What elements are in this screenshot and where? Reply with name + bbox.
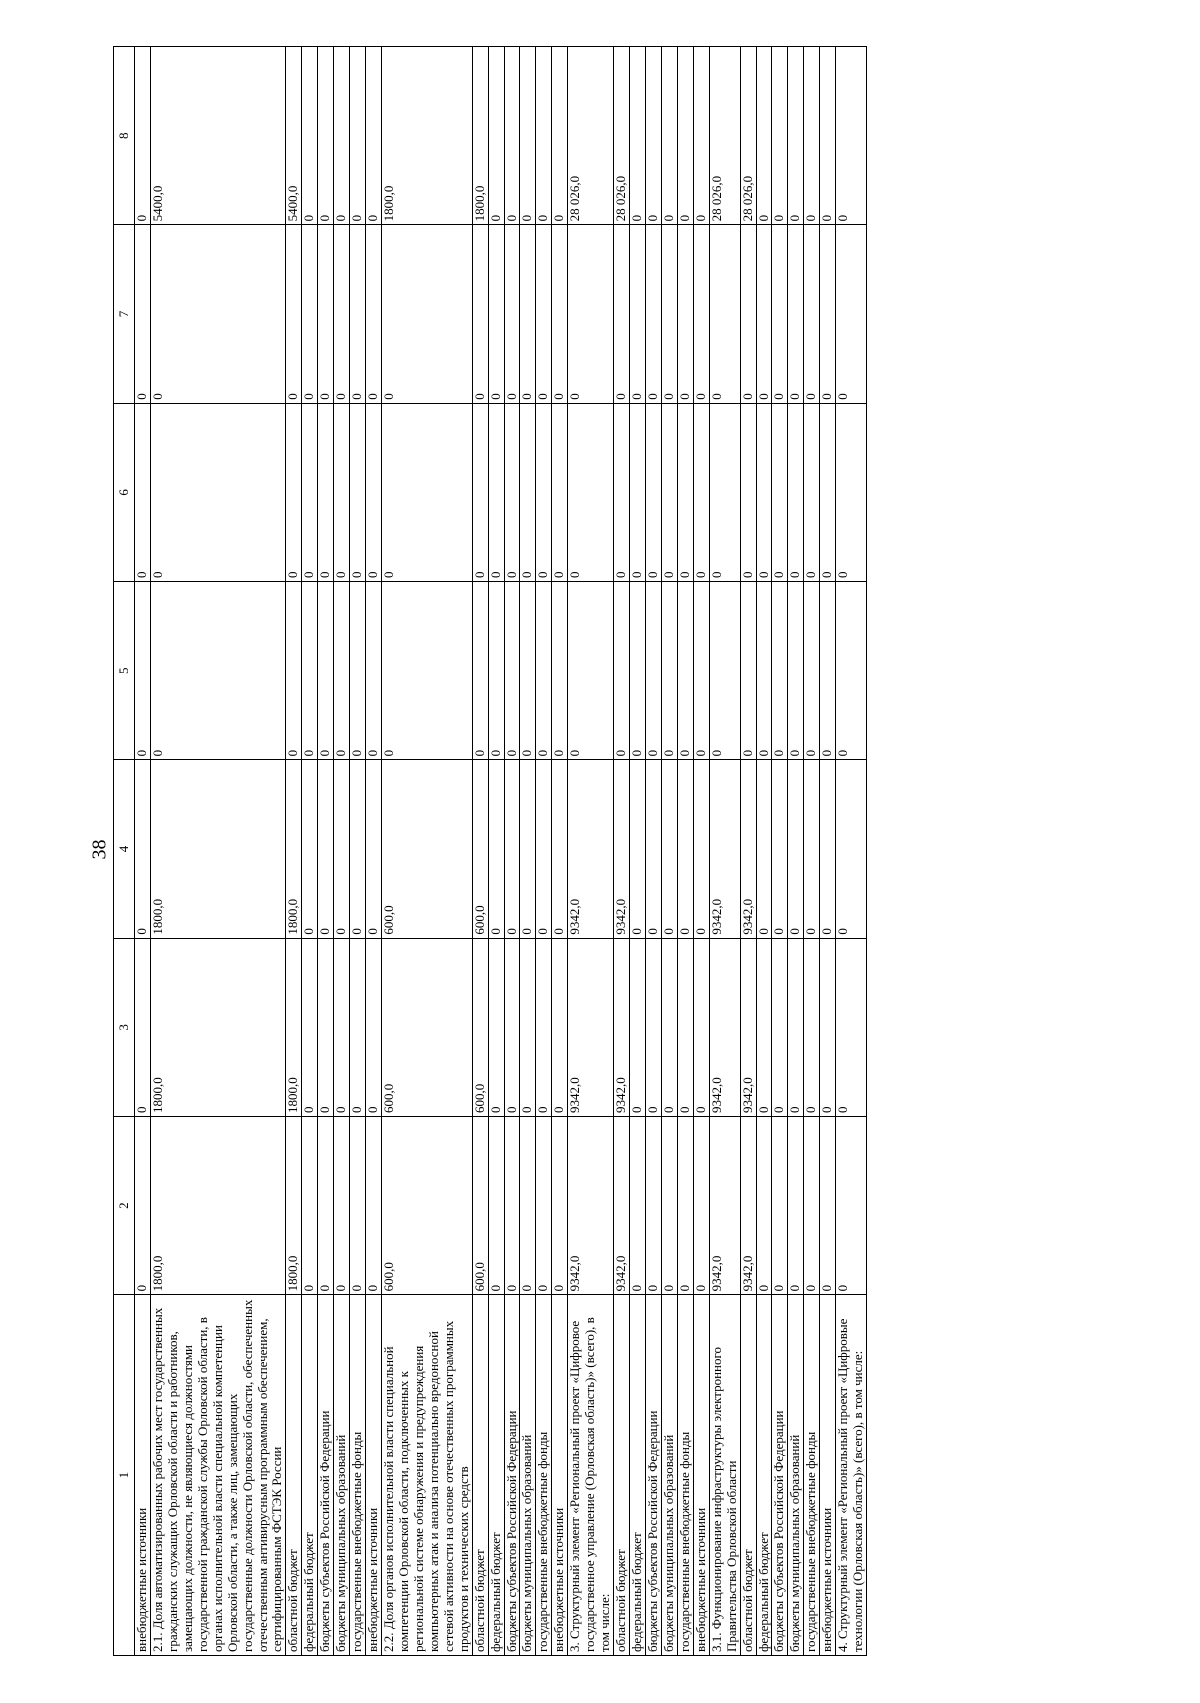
value-cell: 0 (756, 1117, 772, 1295)
value-cell: 0 (568, 225, 614, 403)
value-cell: 0 (677, 403, 693, 581)
table-row (740, 47, 756, 1656)
value-cell: 0 (504, 403, 520, 581)
value-cell: 0 (645, 582, 661, 760)
value-cell: 0 (552, 582, 568, 760)
value-cell: 0 (504, 47, 520, 225)
value-cell: 0 (788, 1117, 804, 1295)
value-cell: 0 (302, 582, 318, 760)
value-cell: 0 (135, 225, 151, 403)
value-cell: 0 (135, 760, 151, 938)
value-cell: 9342,0 (568, 1117, 614, 1295)
value-cell: 0 (520, 403, 536, 581)
value-cell: 0 (135, 938, 151, 1116)
row-label-cell: бюджеты субъектов Российской Федерации (772, 1295, 788, 1656)
value-cell: 0 (350, 1117, 366, 1295)
budget-table (113, 46, 867, 1656)
value-cell: 0 (504, 1117, 520, 1295)
value-cell: 0 (820, 1117, 836, 1295)
row-label-cell: федеральный бюджет (756, 1295, 772, 1656)
value-cell: 0 (302, 403, 318, 581)
value-cell: 0 (820, 47, 836, 225)
row-label-cell: федеральный бюджет (302, 1295, 318, 1656)
value-cell: 0 (661, 760, 677, 938)
value-cell: 0 (630, 760, 646, 938)
value-cell: 0 (677, 225, 693, 403)
value-cell: 0 (693, 582, 709, 760)
row-label-cell: областной бюджет (286, 1295, 302, 1656)
value-cell: 0 (772, 760, 788, 938)
value-cell: 0 (630, 403, 646, 581)
value-cell: 0 (661, 1117, 677, 1295)
value-cell: 0 (772, 225, 788, 403)
table-row (382, 47, 473, 1656)
value-cell: 0 (350, 403, 366, 581)
value-cell: 0 (536, 582, 552, 760)
value-cell: 0 (740, 403, 756, 581)
value-cell: 0 (350, 582, 366, 760)
value-cell: 0 (677, 582, 693, 760)
value-cell: 0 (756, 403, 772, 581)
value-cell: 0 (334, 582, 350, 760)
value-cell: 0 (488, 225, 504, 403)
table-row (630, 47, 646, 1656)
value-cell: 0 (788, 938, 804, 1116)
value-cell: 0 (472, 582, 488, 760)
value-cell: 0 (820, 938, 836, 1116)
value-cell: 0 (318, 938, 334, 1116)
row-label-cell: областной бюджет (614, 1295, 630, 1656)
value-cell: 0 (334, 938, 350, 1116)
value-cell: 0 (302, 1117, 318, 1295)
row-label-cell: бюджеты субъектов Российской Федерации (504, 1295, 520, 1656)
value-cell: 0 (804, 47, 820, 225)
row-label-cell: бюджеты субъектов Российской Федерации (645, 1295, 661, 1656)
value-cell: 0 (630, 582, 646, 760)
value-cell: 0 (382, 582, 473, 760)
table-row (661, 47, 677, 1656)
table-row (709, 47, 740, 1656)
value-cell: 0 (302, 938, 318, 1116)
value-cell: 0 (488, 582, 504, 760)
table-row (504, 47, 520, 1656)
value-cell: 5400,0 (286, 47, 302, 225)
value-cell: 0 (836, 403, 867, 581)
value-cell: 0 (350, 47, 366, 225)
value-cell: 0 (302, 760, 318, 938)
value-cell: 0 (552, 760, 568, 938)
row-label-cell: 2.2. Доля органов исполнительной власти специальной компетенции Орловской области, подключенных к региональной системе обнаружения и предупреждения компьютерных атак и анализа потенциально вредоносной сетевой активности на основе отечественных программных продуктов и технических средств (382, 1295, 473, 1656)
value-cell: 0 (472, 403, 488, 581)
value-cell: 0 (488, 760, 504, 938)
row-label-cell: 3.1. Функционирование инфраструктуры электронного Правительства Орловской области (709, 1295, 740, 1656)
value-cell: 0 (536, 403, 552, 581)
table-row (150, 47, 285, 1656)
header-cell: 6 (114, 403, 135, 581)
table-row (135, 47, 151, 1656)
value-cell: 0 (504, 582, 520, 760)
row-label-cell: государственные внебюджетные фонды (350, 1295, 366, 1656)
value-cell: 0 (740, 225, 756, 403)
value-cell: 0 (772, 938, 788, 1116)
value-cell: 0 (366, 938, 382, 1116)
value-cell: 9342,0 (568, 938, 614, 1116)
row-label-cell: бюджеты муниципальных образований (788, 1295, 804, 1656)
value-cell: 0 (318, 47, 334, 225)
row-label-cell: государственные внебюджетные фонды (677, 1295, 693, 1656)
value-cell: 0 (645, 938, 661, 1116)
table-row (820, 47, 836, 1656)
value-cell: 0 (820, 760, 836, 938)
value-cell: 0 (536, 1117, 552, 1295)
value-cell: 0 (804, 1117, 820, 1295)
value-cell: 0 (804, 938, 820, 1116)
table-row (772, 47, 788, 1656)
value-cell: 0 (820, 225, 836, 403)
table-row (302, 47, 318, 1656)
value-cell: 9342,0 (614, 1117, 630, 1295)
value-cell: 0 (836, 582, 867, 760)
value-cell: 0 (520, 938, 536, 1116)
value-cell: 0 (520, 582, 536, 760)
value-cell: 0 (318, 403, 334, 581)
value-cell: 9342,0 (614, 938, 630, 1116)
value-cell: 0 (488, 938, 504, 1116)
value-cell: 0 (504, 225, 520, 403)
value-cell: 28 026,0 (740, 47, 756, 225)
header-cell: 4 (114, 760, 135, 938)
value-cell: 0 (334, 47, 350, 225)
value-cell: 0 (614, 225, 630, 403)
value-cell: 1800,0 (150, 938, 285, 1116)
value-cell: 0 (709, 403, 740, 581)
table-row (318, 47, 334, 1656)
row-label-cell: бюджеты субъектов Российской Федерации (318, 1295, 334, 1656)
table-row (693, 47, 709, 1656)
value-cell: 0 (302, 47, 318, 225)
table-row (788, 47, 804, 1656)
value-cell: 9342,0 (740, 938, 756, 1116)
value-cell: 0 (302, 225, 318, 403)
value-cell: 9342,0 (740, 1117, 756, 1295)
value-cell: 0 (488, 47, 504, 225)
value-cell: 0 (334, 760, 350, 938)
value-cell: 0 (756, 582, 772, 760)
value-cell: 0 (740, 582, 756, 760)
header-cell: 2 (114, 1117, 135, 1295)
table-row (472, 47, 488, 1656)
value-cell: 0 (318, 1117, 334, 1295)
value-cell: 9342,0 (709, 1117, 740, 1295)
value-cell: 0 (693, 760, 709, 938)
value-cell: 0 (350, 225, 366, 403)
value-cell: 0 (520, 760, 536, 938)
value-cell: 0 (804, 225, 820, 403)
value-cell: 28 026,0 (568, 47, 614, 225)
value-cell: 0 (568, 403, 614, 581)
value-cell: 0 (661, 938, 677, 1116)
table-row (677, 47, 693, 1656)
value-cell: 0 (645, 760, 661, 938)
row-label-cell: 3. Структурный элемент «Региональный проект «Цифровое государственное управление (Орловская область)» (всего), в том числе: (568, 1295, 614, 1656)
row-label-cell: государственные внебюджетные фонды (804, 1295, 820, 1656)
value-cell: 0 (788, 760, 804, 938)
row-label-cell: бюджеты муниципальных образований (334, 1295, 350, 1656)
value-cell: 1800,0 (382, 47, 473, 225)
value-cell: 0 (504, 760, 520, 938)
value-cell: 0 (536, 225, 552, 403)
value-cell: 0 (645, 225, 661, 403)
row-label-cell: внебюджетные источники (693, 1295, 709, 1656)
value-cell: 0 (536, 938, 552, 1116)
value-cell: 0 (318, 582, 334, 760)
header-cell: 1 (114, 1295, 135, 1656)
value-cell: 0 (788, 225, 804, 403)
value-cell: 0 (286, 582, 302, 760)
value-cell: 0 (645, 47, 661, 225)
value-cell: 0 (836, 225, 867, 403)
value-cell: 0 (135, 403, 151, 581)
value-cell: 5400,0 (150, 47, 285, 225)
value-cell: 0 (552, 938, 568, 1116)
row-label-cell: внебюджетные источники (366, 1295, 382, 1656)
row-label-cell: 4. Структурный элемент «Региональный проект «Цифровые технологии (Орловская область)» (всего), в том числе: (836, 1295, 867, 1656)
table-row (836, 47, 867, 1656)
value-cell: 0 (836, 47, 867, 225)
value-cell: 0 (318, 760, 334, 938)
value-cell: 0 (820, 582, 836, 760)
value-cell: 0 (366, 47, 382, 225)
value-cell: 0 (366, 1117, 382, 1295)
value-cell: 0 (488, 403, 504, 581)
value-cell: 1800,0 (472, 47, 488, 225)
value-cell: 0 (318, 225, 334, 403)
value-cell: 0 (630, 47, 646, 225)
row-label-cell: 2.1. Доля автоматизированных рабочих мест государственных гражданских служащих Орловской области и работников, замещающих должности, не являющиеся должностями государственной гражданской службы Орловской области, в органах исполнительной власти специальной компетенции Орловской области, а также лиц, замещающих государственные должности Орловской области, обеспеченных отечественным антивирусным программным обеспечением, сертифицированным ФСТЭК России (150, 1295, 285, 1656)
value-cell: 0 (804, 760, 820, 938)
value-cell: 0 (677, 938, 693, 1116)
value-cell: 0 (630, 225, 646, 403)
value-cell: 0 (520, 47, 536, 225)
row-label-cell: бюджеты муниципальных образований (520, 1295, 536, 1656)
value-cell: 0 (488, 1117, 504, 1295)
row-label-cell: внебюджетные источники (820, 1295, 836, 1656)
value-cell: 0 (630, 1117, 646, 1295)
value-cell: 0 (568, 582, 614, 760)
value-cell: 0 (804, 582, 820, 760)
value-cell: 0 (504, 938, 520, 1116)
value-cell: 1800,0 (150, 1117, 285, 1295)
value-cell: 1800,0 (286, 938, 302, 1116)
table-row (286, 47, 302, 1656)
row-label-cell: бюджеты муниципальных образований (661, 1295, 677, 1656)
value-cell: 0 (772, 582, 788, 760)
value-cell: 1800,0 (150, 760, 285, 938)
value-cell: 0 (661, 582, 677, 760)
value-cell: 0 (836, 760, 867, 938)
value-cell: 0 (756, 47, 772, 225)
value-cell: 1800,0 (286, 1117, 302, 1295)
table-row (804, 47, 820, 1656)
value-cell: 1800,0 (286, 760, 302, 938)
value-cell: 0 (756, 225, 772, 403)
value-cell: 0 (520, 1117, 536, 1295)
value-cell: 0 (366, 225, 382, 403)
value-cell: 0 (804, 403, 820, 581)
value-cell: 9342,0 (614, 760, 630, 938)
value-cell: 28 026,0 (709, 47, 740, 225)
value-cell: 0 (693, 403, 709, 581)
value-cell: 0 (677, 760, 693, 938)
value-cell: 0 (552, 1117, 568, 1295)
value-cell: 600,0 (472, 1117, 488, 1295)
value-cell: 0 (135, 582, 151, 760)
value-cell: 0 (772, 47, 788, 225)
value-cell: 0 (366, 582, 382, 760)
value-cell: 600,0 (472, 938, 488, 1116)
value-cell: 0 (334, 403, 350, 581)
value-cell: 0 (286, 225, 302, 403)
table-row (334, 47, 350, 1656)
table-row (645, 47, 661, 1656)
value-cell: 0 (661, 225, 677, 403)
value-cell: 0 (645, 1117, 661, 1295)
table-row (520, 47, 536, 1656)
value-cell: 0 (472, 225, 488, 403)
value-cell: 0 (677, 1117, 693, 1295)
value-cell: 0 (693, 1117, 709, 1295)
row-label-cell: федеральный бюджет (630, 1295, 646, 1656)
value-cell: 0 (350, 938, 366, 1116)
value-cell: 0 (645, 403, 661, 581)
value-cell: 0 (836, 1117, 867, 1295)
value-cell: 0 (150, 225, 285, 403)
value-cell: 0 (334, 225, 350, 403)
value-cell: 600,0 (382, 760, 473, 938)
table-row (568, 47, 614, 1656)
value-cell: 0 (820, 403, 836, 581)
value-cell: 0 (788, 582, 804, 760)
value-cell: 0 (552, 47, 568, 225)
value-cell: 0 (135, 47, 151, 225)
table-row (756, 47, 772, 1656)
value-cell: 0 (788, 47, 804, 225)
value-cell: 0 (693, 225, 709, 403)
value-cell: 0 (772, 1117, 788, 1295)
table-row (614, 47, 630, 1656)
table-row (552, 47, 568, 1656)
value-cell: 0 (536, 760, 552, 938)
header-cell: 3 (114, 938, 135, 1116)
value-cell: 0 (150, 582, 285, 760)
row-label-cell: внебюджетные источники (552, 1295, 568, 1656)
row-label-cell: государственные внебюджетные фонды (536, 1295, 552, 1656)
value-cell: 0 (366, 760, 382, 938)
header-cell: 5 (114, 582, 135, 760)
value-cell: 9342,0 (740, 760, 756, 938)
value-cell: 9342,0 (568, 760, 614, 938)
value-cell: 0 (772, 403, 788, 581)
value-cell: 0 (350, 760, 366, 938)
value-cell: 0 (286, 403, 302, 581)
header-cell: 8 (114, 47, 135, 225)
row-label-cell: областной бюджет (472, 1295, 488, 1656)
value-cell: 0 (661, 403, 677, 581)
value-cell: 28 026,0 (614, 47, 630, 225)
value-cell: 0 (709, 225, 740, 403)
value-cell: 0 (661, 47, 677, 225)
value-cell: 600,0 (382, 1117, 473, 1295)
row-label-cell: областной бюджет (740, 1295, 756, 1656)
value-cell: 0 (150, 403, 285, 581)
value-cell: 0 (536, 47, 552, 225)
value-cell: 0 (614, 403, 630, 581)
page-number: 38 (88, 839, 111, 860)
row-label-cell: федеральный бюджет (488, 1295, 504, 1656)
table-row (350, 47, 366, 1656)
table-row (488, 47, 504, 1656)
value-cell: 0 (614, 582, 630, 760)
value-cell: 0 (520, 225, 536, 403)
rotated-table-container (113, 46, 1073, 1656)
value-cell: 0 (382, 403, 473, 581)
value-cell: 0 (693, 938, 709, 1116)
value-cell: 0 (135, 1117, 151, 1295)
value-cell: 0 (788, 403, 804, 581)
value-cell: 0 (334, 1117, 350, 1295)
value-cell: 0 (756, 938, 772, 1116)
value-cell: 0 (836, 938, 867, 1116)
table-row (366, 47, 382, 1656)
value-cell: 0 (756, 760, 772, 938)
value-cell: 9342,0 (709, 760, 740, 938)
value-cell: 0 (552, 403, 568, 581)
value-cell: 0 (630, 938, 646, 1116)
value-cell: 0 (552, 225, 568, 403)
value-cell: 9342,0 (709, 938, 740, 1116)
header-cell: 7 (114, 225, 135, 403)
table-header-row (114, 47, 135, 1656)
value-cell: 600,0 (472, 760, 488, 938)
value-cell: 0 (382, 225, 473, 403)
value-cell: 0 (709, 582, 740, 760)
value-cell: 0 (366, 403, 382, 581)
value-cell: 0 (693, 47, 709, 225)
table-row (536, 47, 552, 1656)
value-cell: 600,0 (382, 938, 473, 1116)
value-cell: 0 (677, 47, 693, 225)
row-label-cell: внебюджетные источники (135, 1295, 151, 1656)
